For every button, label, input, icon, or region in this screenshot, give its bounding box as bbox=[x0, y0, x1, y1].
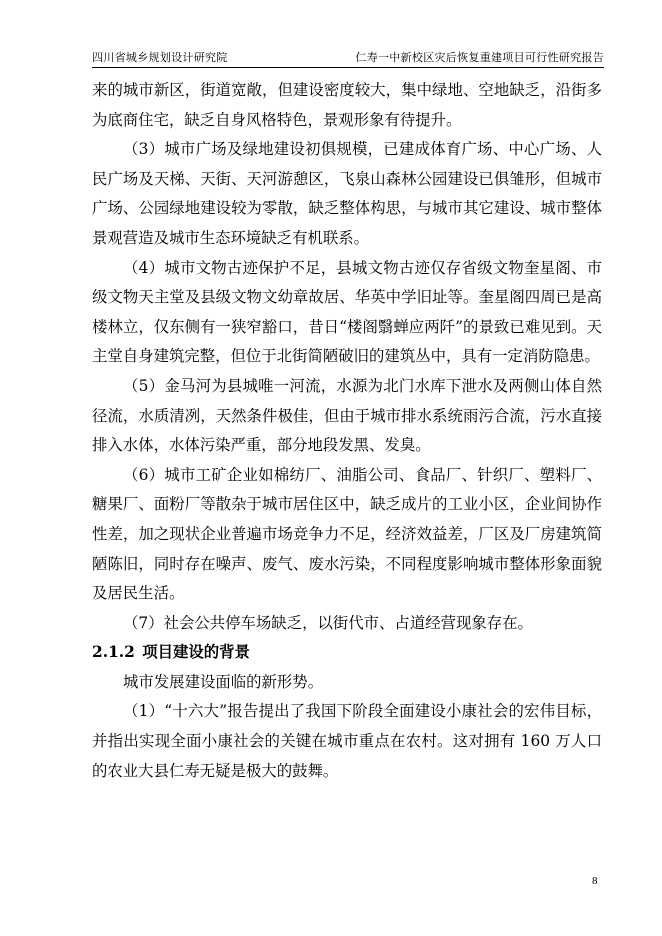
page-header bbox=[92, 51, 604, 68]
section-title: 项目建设的背景 bbox=[142, 643, 250, 662]
paragraph-item-3: （3）城市广场及绿地建设初俱规模，已建成体育广场、中心广场、人民广场及天梯、天街、天河游憩区，飞泉山森林公园建设已俱雏形，但城市广场、公园绿地建设较为零散，缺乏整体构思，与城市其它建设、城市整体景观营造及城市生态环境缺乏有机联系。 bbox=[92, 140, 602, 247]
paragraph-item-6: （6）城市工矿企业如棉纺厂、油脂公司、食品厂、针织厂、塑料厂、糖果厂、面粉厂等散杂于城市居住区中，缺乏成片的工业小区，企业间协作性差，加之现状企业普遍市场竞争力不足，经济效益差，厂区及厂房建筑简陋陈旧，同时存在噪声、废气、废水污染，不同程度影响城市整体形象面貌及居民生活。 bbox=[92, 465, 602, 603]
paragraph-continued: 来的城市新区，街道宽敞，但建设密度较大，集中绿地、空地缺乏，沿街多为底商住宅，缺乏自身风格特色，景观形象有待提升。 bbox=[92, 81, 602, 129]
header-report-title: 仁寿一中新校区灾后恢复重建项目可行性研究报告 bbox=[355, 51, 604, 64]
header-organization: 四川省城乡规划设计研究院 bbox=[92, 51, 228, 64]
paragraph-item-7: （7）社会公共停车场缺乏，以街代市、占道经营现象存在。 bbox=[123, 613, 533, 632]
paragraph-item-4: （4）城市文物古迹保护不足，县城文物古迹仅存省级文物奎星阁、市级文物天主堂及县级文物文幼章故居、华英中学旧址等。奎星阁四周已是高楼林立，仅东侧有一狭窄豁口，昔日“楼阁翳蝉应两阡”的景致已难见到。天主堂自身建筑完整，但位于北街简陋破旧的建筑丛中，具有一定消防隐患。 bbox=[92, 258, 602, 366]
section-heading bbox=[92, 638, 602, 668]
paragraph-intro: 城市发展建设面临的新形势。 bbox=[123, 672, 324, 691]
document-body bbox=[92, 76, 602, 786]
section-number: 2.1.2 bbox=[92, 643, 135, 662]
paragraph-item-1: （1）“十六大”报告提出了我国下阶段全面建设小康社会的宏伟目标，并指出实现全面小康社会的关键在城市重点在农村。这对拥有 160 万人口的农业大县仁寿无疑是极大的鼓舞。 bbox=[92, 702, 602, 780]
page-number: 8 bbox=[592, 875, 598, 887]
paragraph-item-5: （5）金马河为县城唯一河流，水源为北门水库下泄水及两侧山体自然径流，水质清冽，天然条件极佳，但由于城市排水系统雨污合流，污水直接排入水体，水体污染严重，部分地段发黑、发臭。 bbox=[92, 376, 602, 455]
